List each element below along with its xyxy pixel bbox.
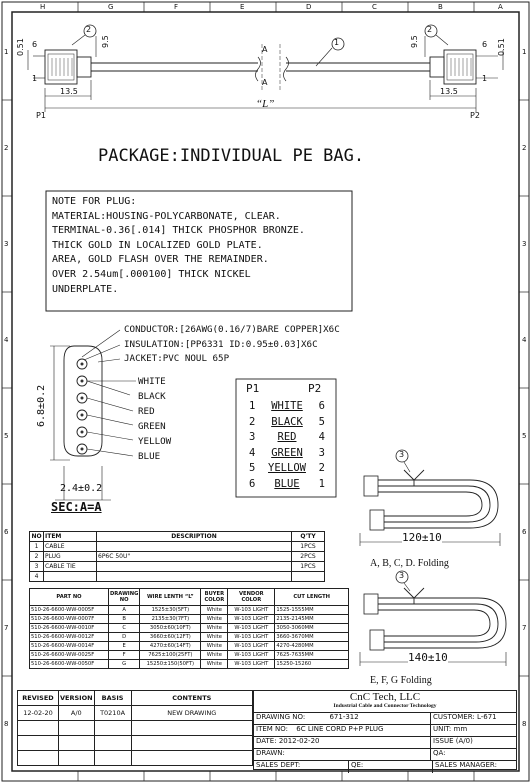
parts-header-cell: VENDOR COLOR (228, 589, 275, 606)
wire-color-label: BLUE (138, 451, 161, 462)
drawing-no-label: DRAWING NO: (256, 713, 306, 721)
bom-cell: 1PCS (292, 542, 325, 552)
date-value: 2012-02-20 (278, 737, 320, 745)
parts-row (30, 615, 349, 624)
parts-row (30, 606, 349, 615)
wire-color-label: WHITE (138, 376, 166, 387)
section-title: SEC:A=A (51, 500, 102, 514)
pin-left: 5 (249, 462, 256, 475)
parts-header-cell: WIRE LENTH “L” (140, 589, 201, 606)
bom-row (30, 542, 325, 552)
zone-letter: A (498, 3, 503, 11)
zone-number: 3 (522, 240, 527, 248)
note-line: AREA, GOLD FLASH OVER THE REMAINDER. (52, 254, 269, 266)
conductor-spec: CONDUCTOR:[26AWG(0.16/7)BARE COPPER]X6C (124, 324, 340, 335)
bom-cell (44, 572, 97, 582)
revision-header-cell: VERSION (59, 691, 95, 706)
parts-cell: G (109, 660, 140, 669)
parts-row (30, 660, 349, 669)
bom-row (30, 562, 325, 572)
note-line: NOTE FOR PLUG: (52, 196, 137, 207)
width-dimension: 2.4±0.2 (60, 483, 103, 494)
bom-cell: 2 (30, 552, 44, 562)
parts-cell: A (109, 606, 140, 615)
zone-number: 7 (4, 624, 9, 632)
parts-row (30, 633, 349, 642)
parts-cell: 3050±60(10FT) (140, 624, 201, 633)
parts-cell: 510-26-6600-WW-0007F (30, 615, 109, 624)
bom-cell (97, 572, 292, 582)
zone-number: 6 (4, 528, 9, 536)
revision-cell: T0210A (94, 706, 131, 721)
revision-header-cell: BASIS (94, 691, 131, 706)
zone-letter: B (438, 3, 443, 11)
callout-3-top: 3 (399, 450, 405, 459)
qa-label: QA: (433, 749, 446, 757)
drawing-no: 671-312 (329, 713, 359, 721)
bom-cell: 2PCS (292, 552, 325, 562)
parts-header-cell: DRAWING NO (109, 589, 140, 606)
dim-135-right: 13.5 (440, 87, 458, 96)
zone-letter: F (174, 3, 179, 11)
bom-cell: 6P6C 50U" (97, 552, 292, 562)
dim-6-left: 6 (32, 40, 38, 49)
pin-left: 4 (249, 446, 256, 459)
note-line: TERMINAL-0.36[.014] THICK PHOSPHOR BRONZE. (52, 225, 305, 237)
note-line: MATERIAL:HOUSING-POLYCARBONATE, CLEAR. (52, 210, 281, 222)
parts-cell: 510-26-6600-WW-0025F (30, 651, 109, 660)
bom-row (30, 552, 325, 562)
bom-cell: PLUG (44, 552, 97, 562)
bom-header-cell: NO (31, 533, 42, 540)
revision-table (17, 690, 253, 766)
parts-row (30, 624, 349, 633)
item-no-label: ITEM NO: (256, 725, 289, 733)
title-row (254, 725, 516, 737)
company-subtitle: Industrial Cable and Connector Technology (333, 703, 437, 709)
parts-cell: B (109, 615, 140, 624)
zone-number: 7 (522, 624, 527, 632)
zone-number: 2 (522, 144, 527, 152)
fold-dim-top: 120±10 (402, 531, 442, 544)
pinout-row (249, 477, 325, 493)
parts-cell: White (201, 615, 228, 624)
parts-cell: F (109, 651, 140, 660)
pinout-p2-header: P2 (308, 382, 322, 395)
parts-cell: White (201, 651, 228, 660)
parts-cell: 3660-3670MM (275, 633, 349, 642)
wire-color-label: YELLOW (138, 436, 172, 447)
pinout-p1-header: P1 (246, 382, 260, 395)
parts-cell: W-103 LIGHT (228, 633, 275, 642)
pin-right: 2 (318, 462, 325, 475)
zone-number: 8 (522, 720, 527, 728)
pinout-table (249, 399, 325, 493)
plug-notes (52, 195, 305, 297)
parts-cell: D (109, 633, 140, 642)
unit-label: UNIT: (433, 725, 452, 733)
callout-2-right: 2 (427, 25, 433, 34)
bom-cell: 4 (30, 572, 44, 582)
callout-1: 1 (334, 38, 340, 47)
height-dimension: 6.8±0.2 (36, 384, 47, 427)
revision-header-cell: CONTENTS (131, 691, 252, 706)
bom-row (30, 572, 325, 582)
parts-cell: W-103 LIGHT (228, 651, 275, 660)
p2-label: P2 (470, 111, 480, 120)
bom-cell: 1PCS (292, 562, 325, 572)
parts-cell: 510-26-6600-WW-0014F (30, 642, 109, 651)
bom-header-row (30, 532, 325, 542)
issue-value: (A/0) (455, 737, 473, 745)
parts-cell: 510-26-6600-WW-0050F (30, 660, 109, 669)
zone-letter: D (306, 3, 312, 11)
pinout-row (249, 446, 325, 462)
fold-caption-bottom: E, F, G Folding (370, 675, 432, 686)
unit-value: mm (453, 725, 468, 733)
parts-cell: W-103 LIGHT (228, 606, 275, 615)
bom-table (29, 531, 325, 582)
pin-left: 2 (249, 415, 256, 428)
zone-number: 1 (4, 48, 9, 56)
zone-number: 8 (4, 720, 9, 728)
wire-color-label: BLACK (138, 391, 166, 402)
dim-1-left: 1 (32, 74, 38, 83)
dim-95-left: 9.5 (101, 35, 110, 48)
section-mark-a: A (262, 45, 268, 54)
sales-dept-label: SALES DEPT: (256, 761, 301, 769)
pin-color: RED (277, 431, 297, 444)
bom-cell (97, 562, 292, 572)
revision-cell: NEW DRAWING (131, 706, 252, 721)
dim-95-right: 9.5 (410, 35, 419, 48)
parts-header-cell: CUT LENGTH (275, 589, 349, 606)
length-label: “L” (256, 98, 275, 110)
pin-right: 4 (318, 431, 325, 444)
parts-cell: 4270±60(14FT) (140, 642, 201, 651)
pin-right: 1 (318, 477, 325, 490)
pin-color: GREEN (271, 446, 303, 459)
parts-cell: 3660±60(12FT) (140, 633, 201, 642)
note-line: THICK GOLD IN LOCALIZED GOLD PLATE. (52, 239, 263, 251)
zone-number: 1 (522, 48, 527, 56)
title-block-header (254, 691, 516, 713)
callout-3-bottom: 3 (399, 571, 405, 580)
parts-cell: 510-26-6600-WW-0012F (30, 633, 109, 642)
parts-cell: 1525-1555MM (275, 606, 349, 615)
bom-cell: CABLE TIE (44, 562, 97, 572)
bom-cell (97, 542, 292, 552)
parts-table (29, 588, 349, 669)
pinout-row (249, 399, 325, 415)
bom-cell (292, 572, 325, 582)
parts-cell: 3050-3060MM (275, 624, 349, 633)
issue-label: ISSUE (433, 737, 454, 745)
parts-cell: C (109, 624, 140, 633)
zone-letter: E (240, 3, 245, 11)
parts-cell: 510-26-6600-WW-0010F (30, 624, 109, 633)
zone-number: 4 (4, 336, 9, 344)
bom-cell: 1 (30, 542, 44, 552)
parts-cell: W-103 LIGHT (228, 624, 275, 633)
zone-number: 5 (522, 432, 527, 440)
dim-051-left: 0.51 (16, 38, 25, 56)
bom-header-cell: DESCRIPTION (97, 532, 292, 542)
dim-051-right: 0.51 (497, 38, 506, 56)
revision-row (18, 706, 253, 721)
callout-2-left: 2 (86, 25, 92, 34)
pin-right: 5 (318, 415, 325, 428)
drawn-label: DRAWN: (256, 749, 285, 757)
dim-135-left: 13.5 (60, 87, 78, 96)
jacket-spec: JACKET:PVC NOUL 65P (124, 353, 230, 364)
note-line: UNDERPLATE. (52, 283, 119, 295)
pin-left: 6 (249, 477, 256, 490)
section-mark-a: A (262, 78, 268, 87)
pin-right: 3 (318, 446, 325, 459)
parts-cell: W-103 LIGHT (228, 642, 275, 651)
parts-cell: 510-26-6600-WW-0005F (30, 606, 109, 615)
revision-header-row (18, 691, 253, 706)
parts-cell: 4270-4280MM (275, 642, 349, 651)
revision-header-cell: REVISED (18, 691, 59, 706)
parts-cell: E (109, 642, 140, 651)
sales-manager-label: SALES MANAGER: (435, 761, 497, 769)
company-name: CnC Tech, LLC (349, 691, 421, 703)
pin-color: YELLOW (268, 462, 306, 475)
note-line: OVER 2.54um[.000100] THICK NICKEL (52, 268, 251, 280)
wire-color-label: GREEN (138, 421, 166, 432)
parts-header-row (30, 589, 349, 606)
fold-dim-bottom: 140±10 (408, 651, 448, 664)
pin-left: 1 (249, 400, 256, 412)
parts-cell: 2135±30(7FT) (140, 615, 201, 624)
parts-cell: 15250-15260 (275, 660, 349, 669)
customer-value: L-671 (476, 713, 497, 721)
parts-cell: 7625±100(25FT) (140, 651, 201, 660)
title-row (254, 749, 516, 761)
zone-number: 3 (4, 240, 9, 248)
p1-label: P1 (36, 111, 46, 120)
date-label: DATE: (256, 737, 277, 745)
insulation-spec: INSULATION:[PP6331 ID:0.95±0.03]X6C (124, 339, 318, 350)
package-title: PACKAGE:INDIVIDUAL PE BAG. (98, 146, 365, 166)
parts-cell: White (201, 606, 228, 615)
revision-cell: 12-02-20 (18, 706, 59, 721)
zone-letter: G (108, 3, 114, 11)
title-row (254, 737, 516, 749)
parts-header-cell: PART NO (30, 589, 109, 606)
dim-1-right: 1 (482, 74, 488, 83)
pinout-row (249, 461, 325, 477)
pinout-row (249, 430, 325, 446)
parts-cell: 1525±30(5FT) (140, 606, 201, 615)
parts-cell: 7625-7635MM (275, 651, 349, 660)
parts-cell: White (201, 633, 228, 642)
zone-letter: C (372, 3, 377, 11)
item-no: 6C LINE CORD P+P PLUG (296, 725, 384, 733)
parts-cell: 2135-2145MM (275, 615, 349, 624)
qe-label: QE: (351, 761, 364, 769)
revision-cell: A/0 (59, 706, 95, 721)
title-row (254, 761, 516, 773)
parts-cell: White (201, 624, 228, 633)
zone-number: 4 (522, 336, 527, 344)
parts-cell: W-103 LIGHT (228, 660, 275, 669)
zone-number: 6 (522, 528, 527, 536)
bom-header-cell: ITEM (44, 532, 97, 542)
parts-cell: 15250±150(50FT) (140, 660, 201, 669)
parts-cell: White (201, 642, 228, 651)
zone-number: 5 (4, 432, 9, 440)
pin-color: BLACK (271, 415, 303, 428)
zone-letter: H (40, 3, 46, 11)
zone-number: 2 (4, 144, 9, 152)
bom-header-cell: Q'TY (292, 532, 325, 542)
bom-cell: 3 (30, 562, 44, 572)
bom-cell: CABLE (44, 542, 97, 552)
fold-caption-top: A, B, C, D. Folding (370, 558, 449, 569)
pinout-row (249, 415, 325, 431)
parts-row (30, 642, 349, 651)
pin-color: WHITE (271, 400, 303, 412)
pin-left: 3 (249, 431, 256, 444)
title-block (253, 690, 517, 770)
parts-header-cell: BUYER COLOR (201, 589, 228, 606)
pin-color: BLUE (274, 477, 300, 490)
pin-right: 6 (318, 400, 325, 412)
customer-label: CUSTOMER: (433, 713, 475, 721)
parts-row (30, 651, 349, 660)
parts-cell: W-103 LIGHT (228, 615, 275, 624)
parts-cell: White (201, 660, 228, 669)
dim-6-right: 6 (482, 40, 488, 49)
title-row (254, 713, 516, 725)
wire-color-label: RED (138, 406, 155, 417)
